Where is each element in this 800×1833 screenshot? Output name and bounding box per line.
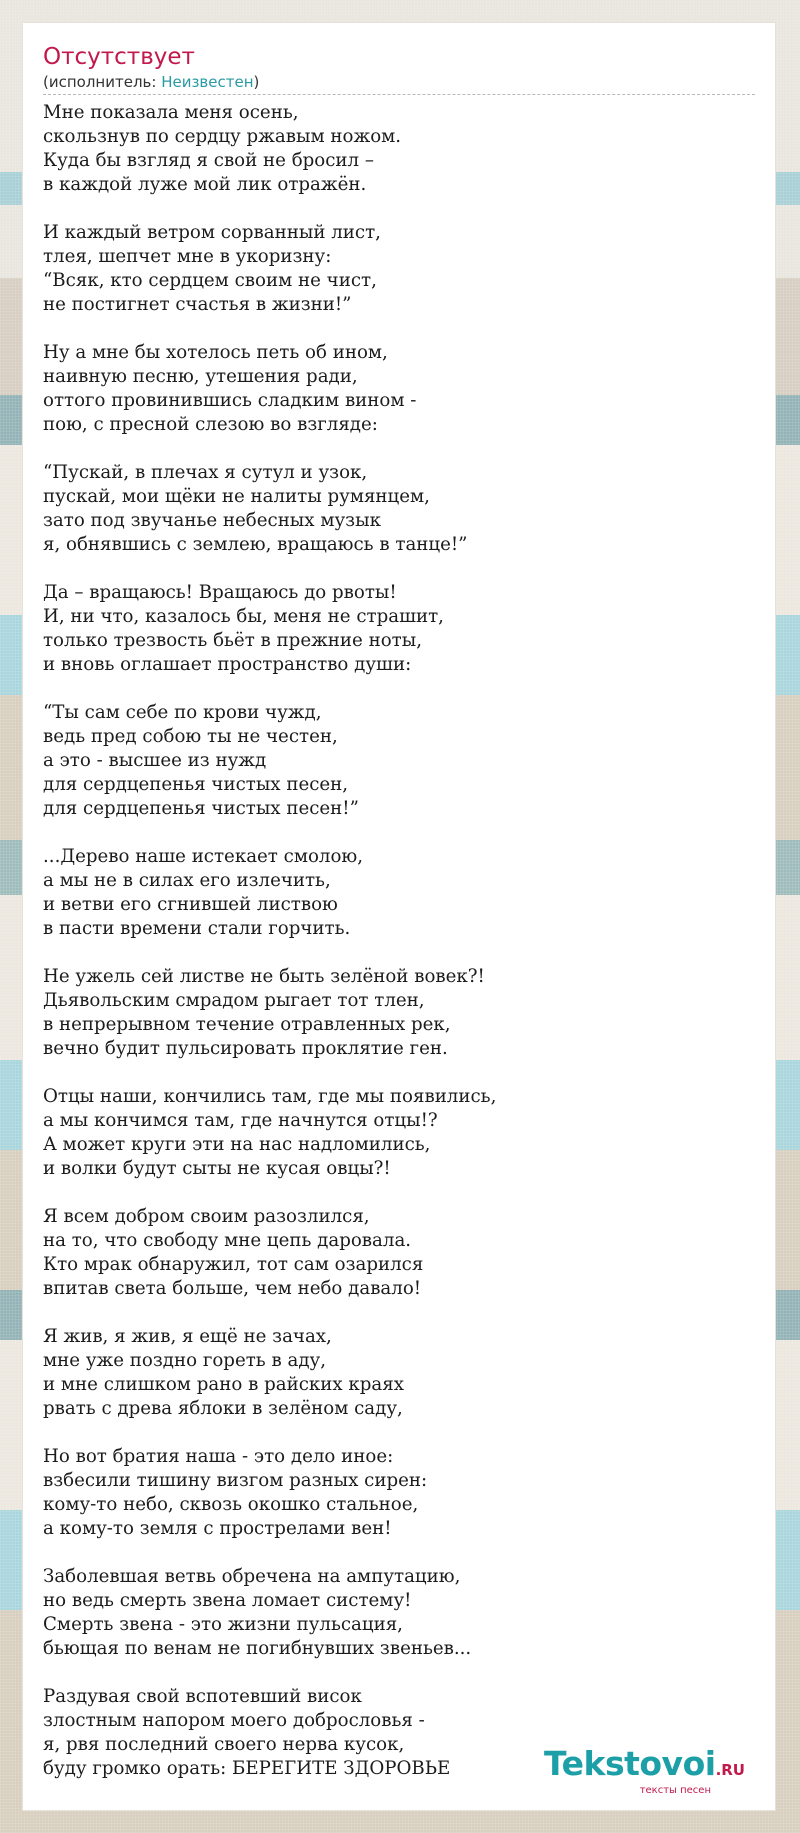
logo-tagline: тексты песен (639, 1785, 711, 1796)
lyric-line: Куда бы взгляд я свой не бросил – (43, 150, 374, 171)
stanza (43, 221, 743, 317)
lyric-line: впитав света больше, чем небо давало! (43, 1278, 422, 1299)
lyric-line: пою, с пресной слезою во взгляде: (43, 414, 378, 435)
lyrics-card (22, 22, 776, 1811)
lyric-line: мне уже поздно гореть в аду, (43, 1350, 327, 1371)
stanza (43, 1445, 743, 1541)
lyric-line: оттого провинившись сладким вином - (43, 390, 417, 411)
lyric-line: кому-то небо, сквозь окошко стальное, (43, 1494, 419, 1515)
stanza (43, 1085, 743, 1181)
lyric-line: Я всем добром своим разозлился, (43, 1206, 370, 1227)
lyric-line: а мы не в силах его излечить, (43, 870, 331, 891)
lyric-line: и мне слишком рано в райских краях (43, 1374, 404, 1395)
lyric-line: Я жив, я жив, я ещё не зачах, (43, 1326, 332, 1347)
lyric-line: Кто мрак обнаружил, тот сам озарился (43, 1254, 424, 1275)
lyric-line: Дьявольским смрадом рыгает тот тлен, (43, 990, 425, 1011)
stanza (43, 1325, 743, 1421)
lyric-line: рвать с древа яблоки в зелёном саду, (43, 1398, 403, 1419)
lyric-line: но ведь смерть звена ломает систему! (43, 1590, 412, 1611)
lyric-line: тлея, шепчет мне в укоризну: (43, 246, 332, 267)
stanza (43, 701, 743, 821)
lyric-line: ...Дерево наше истекает смолою, (43, 846, 364, 867)
lyric-line: и ветви его сгнившей листвою (43, 894, 338, 915)
lyric-line: Но вот братия наша - это дело иное: (43, 1446, 394, 1467)
logo-tld: .RU (715, 1761, 745, 1779)
lyric-line: для сердцепенья чистых песен!” (43, 798, 359, 819)
lyric-line: Отцы наши, кончились там, где мы появились, (43, 1086, 497, 1107)
lyric-line: в непрерывном течение отравленных рек, (43, 1014, 451, 1035)
artist-suffix: ) (253, 73, 260, 91)
lyric-line: вечно будит пульсировать проклятие ген. (43, 1038, 448, 1059)
site-logo[interactable] (544, 1744, 745, 1796)
lyric-line: “Пускай, в плечах я сутул и узок, (43, 462, 368, 483)
lyric-line: взбесили тишину визгом разных сирен: (43, 1470, 428, 1491)
lyric-line: для сердцепенья чистых песен, (43, 774, 349, 795)
lyric-line: на то, что свободу мне цепь даровала. (43, 1230, 412, 1251)
lyric-line: Не ужель сей листве не быть зелёной вовек?! (43, 966, 485, 987)
lyric-line: злостным напором моего добрословья - (43, 1710, 425, 1731)
artist-line (43, 72, 755, 95)
stanza (43, 1565, 743, 1661)
lyric-line: Заболевшая ветвь обречена на ампутацию, (43, 1566, 461, 1587)
lyric-line: а кому-то земля с прострелами вен! (43, 1518, 392, 1539)
lyric-line: Мне показала меня осень, (43, 102, 299, 123)
artist-link[interactable]: Неизвестен (161, 73, 254, 91)
lyric-line: пускай, мои щёки не налиты румянцем, (43, 486, 430, 507)
lyric-line: не постигнет счастья в жизни!” (43, 294, 352, 315)
lyric-line: Смерть звена - это жизни пульсация, (43, 1614, 403, 1635)
song-title: Отсутствует (43, 44, 195, 70)
stanza (43, 341, 743, 437)
lyric-line: а мы кончимся там, где начнутся отцы!? (43, 1110, 438, 1131)
lyric-line: Раздувая свой вспотевший висок (43, 1686, 362, 1707)
artist-prefix: (исполнитель: (43, 73, 162, 91)
lyric-line: я, рвя последний своего нерва кусок, (43, 1734, 405, 1755)
lyric-line: И, ни что, казалось бы, меня не страшит, (43, 606, 444, 627)
stanza (43, 965, 743, 1061)
lyric-line: в каждой луже мой лик отражён. (43, 174, 367, 195)
lyric-line: Да – вращаюсь! Вращаюсь до рвоты! (43, 582, 397, 603)
lyric-line: А может круги эти на нас надломились, (43, 1134, 431, 1155)
logo-wordmark (544, 1744, 745, 1787)
lyric-line: только трезвость бьёт в прежние ноты, (43, 630, 422, 651)
lyric-line: я, обнявшись с землею, вращаюсь в танце!” (43, 534, 468, 555)
lyric-line: а это - высшее из нужд (43, 750, 267, 771)
lyric-line: зато под звучанье небесных музык (43, 510, 381, 531)
lyric-line: скользнув по сердцу ржавым ножом. (43, 126, 402, 147)
stanza (43, 581, 743, 677)
lyric-line: в пасти времени стали горчить. (43, 918, 351, 939)
stanza (43, 101, 743, 197)
lyric-line: и вновь оглашает пространство души: (43, 654, 412, 675)
lyric-line: наивную песню, утешения ради, (43, 366, 358, 387)
lyric-line: бьющая по венам не погибнувших звеньев... (43, 1638, 472, 1659)
lyric-line: “Всяк, кто сердцем своим не чист, (43, 270, 377, 291)
lyric-line: и волки будут сыты не кусая овцы?! (43, 1158, 391, 1179)
stanza (43, 1205, 743, 1301)
lyric-line: ведь пред собою ты не честен, (43, 726, 338, 747)
stanza (43, 461, 743, 557)
lyric-line: буду громко орать: БЕРЕГИТЕ ЗДОРОВЬЕ (43, 1758, 451, 1779)
lyrics-text (43, 101, 743, 1805)
stanza (43, 845, 743, 941)
lyric-line: “Ты сам себе по крови чужд, (43, 702, 322, 723)
lyric-line: Ну а мне бы хотелось петь об ином, (43, 342, 388, 363)
lyric-line: И каждый ветром сорванный лист, (43, 222, 381, 243)
logo-name: Tekstovoi (544, 1744, 716, 1783)
